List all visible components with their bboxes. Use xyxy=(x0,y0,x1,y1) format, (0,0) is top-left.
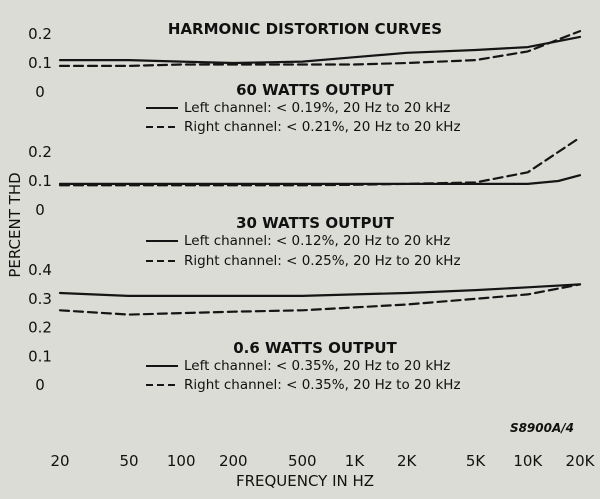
legend-label: Left channel: < 0.35%, 20 Hz to 20 kHz xyxy=(184,358,451,374)
x-tick-label: 200 xyxy=(218,452,248,470)
x-tick-label: 500 xyxy=(287,452,317,470)
y-axis-label: PERCENT THD xyxy=(6,172,24,278)
chart-marks xyxy=(28,25,596,470)
legend-label: Left channel: < 0.19%, 20 Hz to 20 kHz xyxy=(184,100,451,116)
y-tick-label: 0.4 xyxy=(28,261,52,279)
y-tick-label: 0 xyxy=(35,376,45,394)
panel-title: 60 WATTS OUTPUT xyxy=(236,81,394,99)
x-tick-label: 20 xyxy=(50,452,70,470)
right-channel-line xyxy=(60,138,580,186)
y-tick-label: 0.1 xyxy=(28,172,52,190)
x-tick-label: 1K xyxy=(344,452,365,470)
y-tick-label: 0.2 xyxy=(28,318,52,337)
x-axis-label: FREQUENCY IN HZ xyxy=(235,472,375,490)
y-tick-label: 0.1 xyxy=(28,54,52,72)
x-tick-label: 20K xyxy=(565,452,595,470)
y-tick-label: 0.3 xyxy=(28,289,52,308)
chart-title: HARMONIC DISTORTION CURVES xyxy=(167,20,443,38)
left-channel-line xyxy=(60,284,580,296)
x-tick-label: 2K xyxy=(397,452,417,470)
y-tick-label: 0 xyxy=(35,201,45,219)
panel-title: 30 WATTS OUTPUT xyxy=(236,214,394,232)
legend-label: Right channel: < 0.25%, 20 Hz to 20 kHz xyxy=(184,253,461,269)
y-tick-label: 0 xyxy=(35,83,45,101)
y-tick-label: 0.1 xyxy=(28,347,52,366)
legend-label: Right channel: < 0.21%, 20 Hz to 20 kHz xyxy=(184,119,461,135)
legend-label: Left channel: < 0.12%, 20 Hz to 20 kHz xyxy=(184,233,451,249)
x-tick-label: 100 xyxy=(166,452,196,470)
x-tick-label: 50 xyxy=(119,452,139,470)
figure-code: S8900A/4 xyxy=(509,421,574,435)
x-tick-label: 5K xyxy=(465,452,486,470)
x-tick-label: 10K xyxy=(513,452,543,470)
left-channel-line xyxy=(60,37,580,63)
y-tick-label: 0.2 xyxy=(28,143,52,161)
y-tick-label: 0.2 xyxy=(28,25,52,43)
legend-label: Right channel: < 0.35%, 20 Hz to 20 kHz xyxy=(184,377,461,393)
panel-title: 0.6 WATTS OUTPUT xyxy=(233,339,397,357)
